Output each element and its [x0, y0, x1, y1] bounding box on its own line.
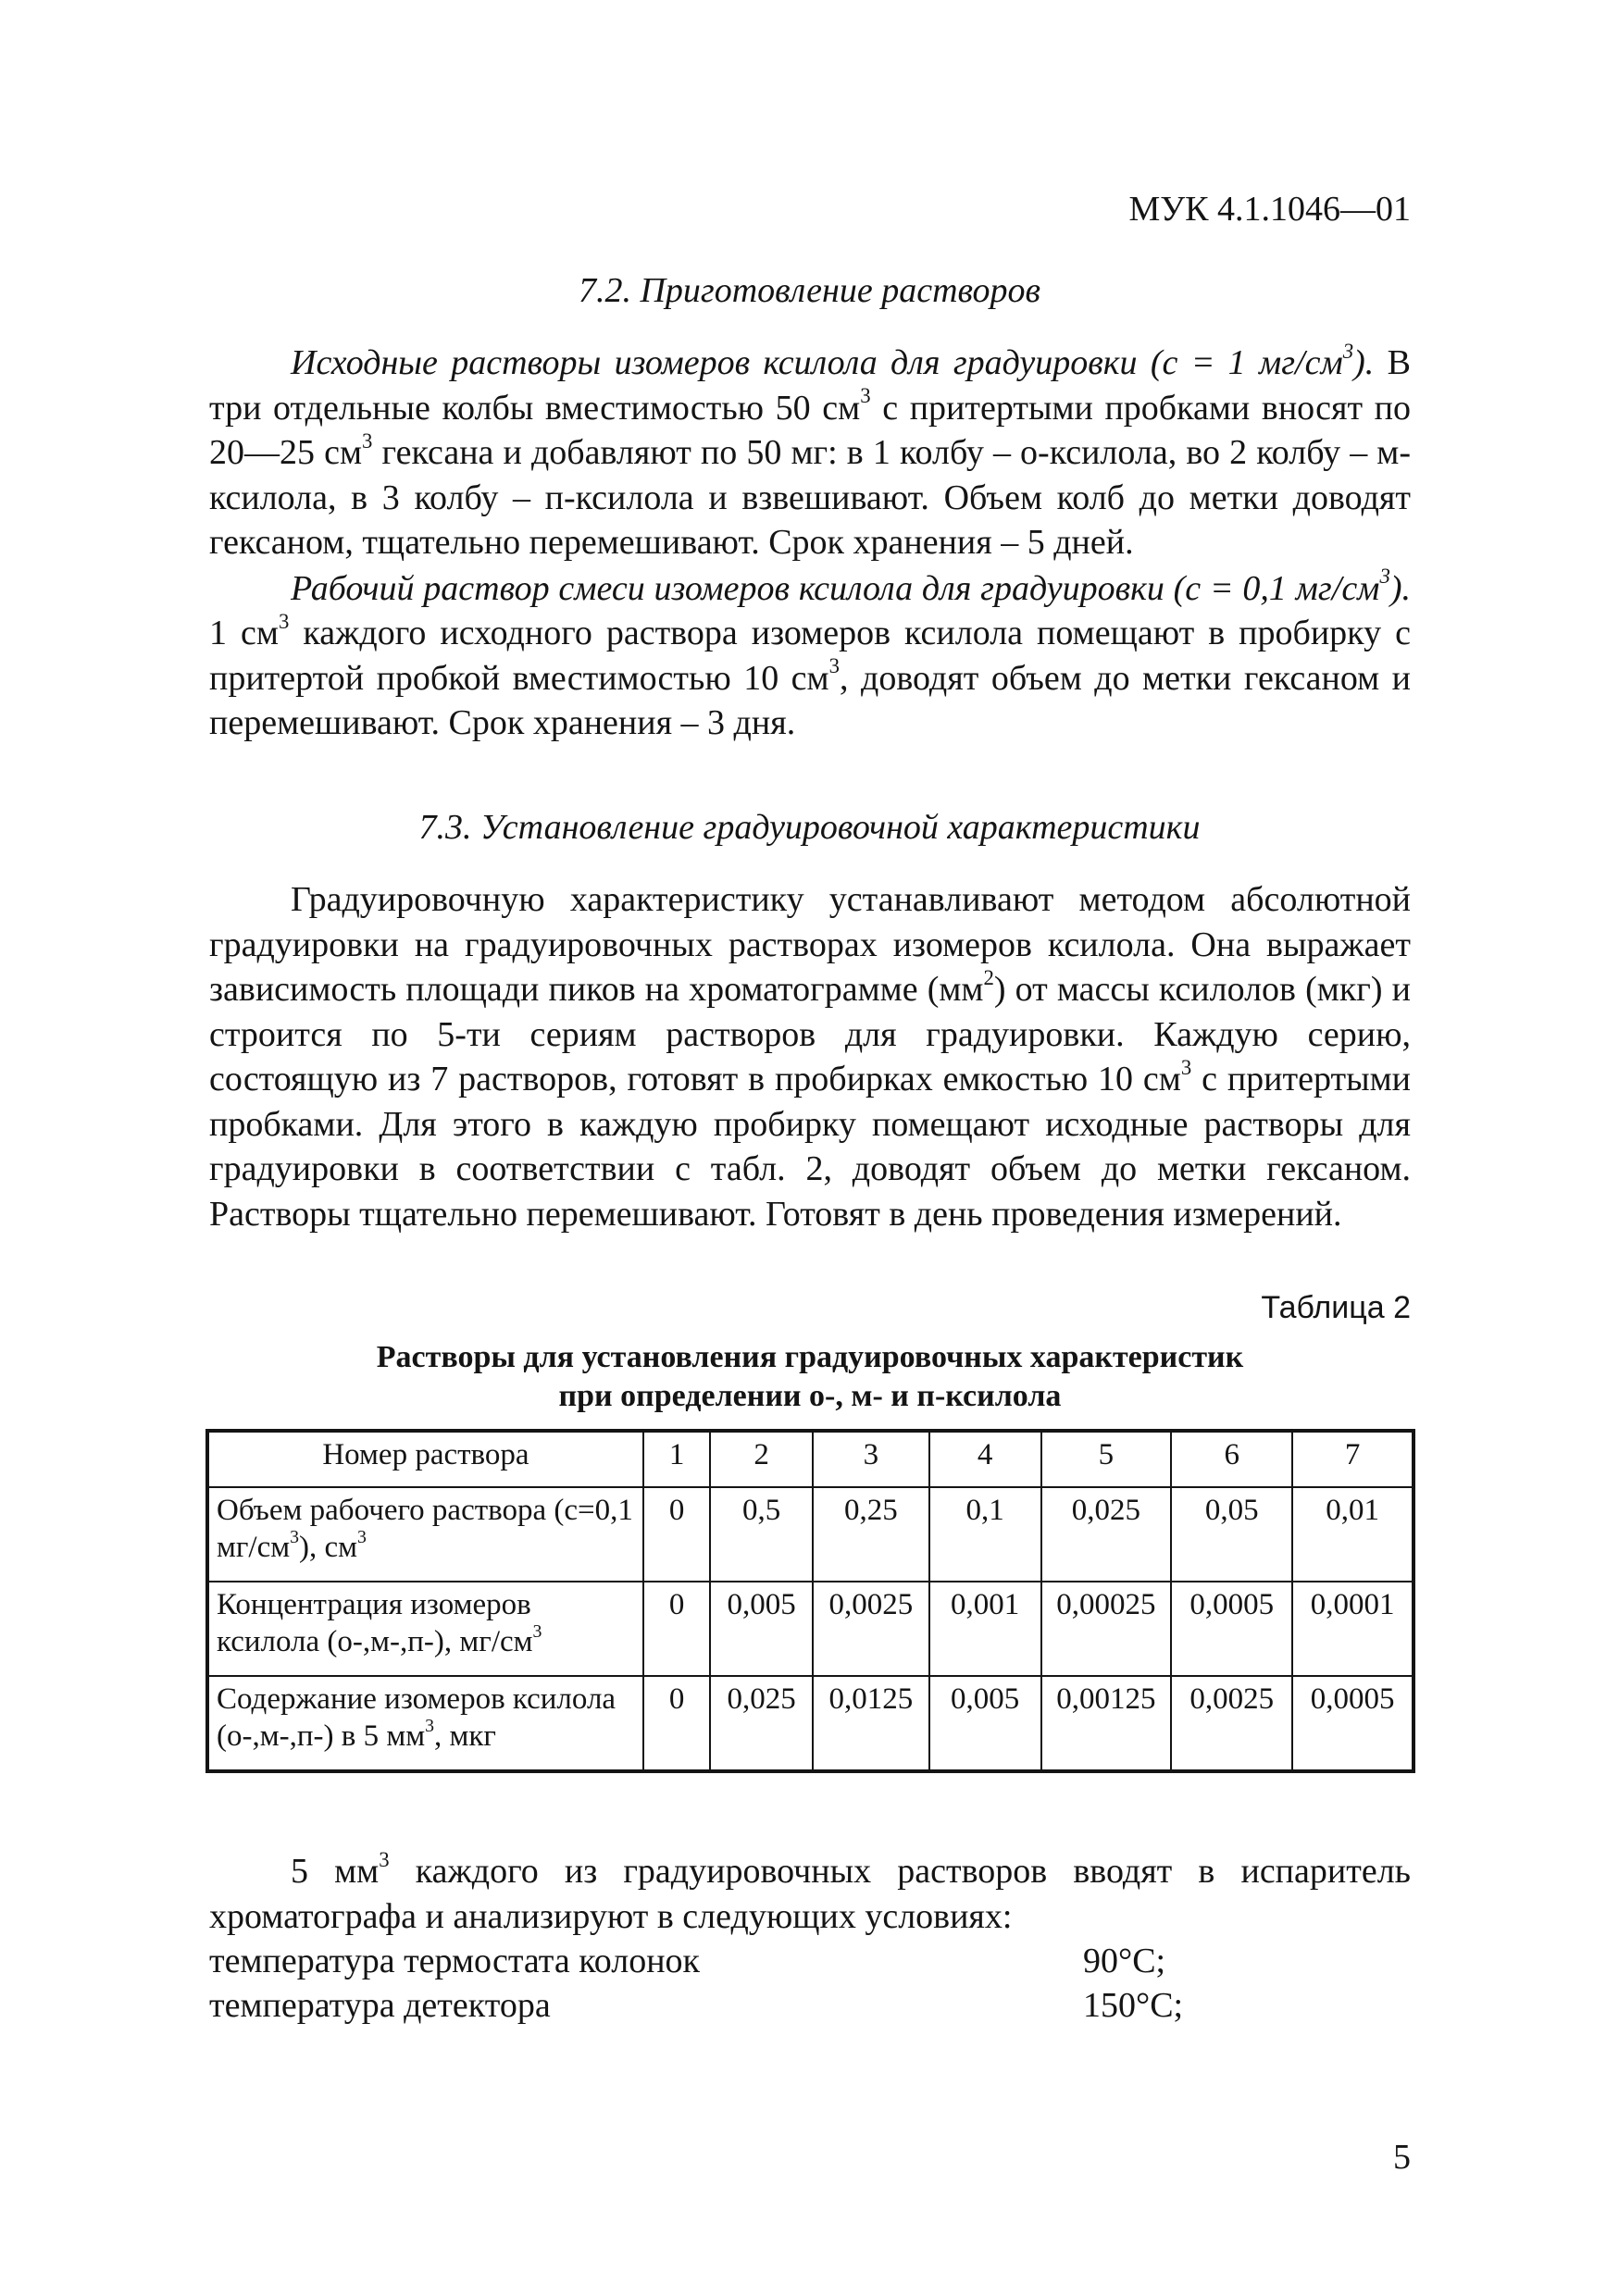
table-header-cell: 7 — [1292, 1431, 1414, 1487]
after-table-text — [209, 1849, 1411, 1939]
condition-value: 150°С; — [1083, 1986, 1184, 2025]
condition-value: 90°С; — [1083, 1942, 1166, 1980]
paragraph-lead: Исходные растворы изомеров ксилола для градуировки (с = 1 $мг/см^3$). — [291, 339, 1375, 382]
table-cell: 0,0005 — [1292, 1676, 1414, 1771]
condition-label: температура термостата колонок — [209, 1942, 701, 1980]
table-header-cell: 4 — [929, 1431, 1041, 1487]
table-cell: 0,005 — [710, 1582, 813, 1676]
table-cell: 0 — [643, 1676, 710, 1771]
page-number: 5 — [1393, 2138, 1411, 2177]
table-header-label: Номер раствора — [207, 1431, 643, 1487]
condition-row — [209, 1983, 1411, 2029]
section-7-3-body — [209, 877, 1411, 1236]
document-code: МУК 4.1.1046—01 — [1128, 190, 1411, 229]
table-cell: 0,1 — [929, 1487, 1041, 1582]
table-cell: 0,0025 — [813, 1582, 929, 1676]
paragraph-stock-solutions: Исходные растворы изомеров ксилола для градуировки (с = 1 $мг/см^3$). В три отдельные колбы вместимостью 50 $см^3$ с притертыми пробками вносят по 20—25 $см^3$ гексана и добавляют по 50 мг: в 1 колбу – о-ксилола, во 2 колбу – м-ксилола, в 3 колбу – п-ксилола и взвешивают. Объем колб до метки доводят гексаном, тщательно перемешивают. Срок хранения – 5 дней. — [209, 339, 1412, 562]
table-cell: 0,0001 — [1292, 1582, 1414, 1676]
condition-label: температура детектора — [209, 1986, 551, 2025]
paragraph-lead: Рабочий раствор смеси изомеров ксилола для градуировки (с = 0,1 $мг/см^3$). — [291, 565, 1411, 608]
table-cell: 0,001 — [929, 1582, 1041, 1676]
table-header-cell: 5 — [1041, 1431, 1172, 1487]
table-cell: 0,00025 — [1041, 1582, 1172, 1676]
row-label-volume: Объем рабочего раствора (с=0,1 $мг/см^3$), $см^3$ — [207, 1487, 643, 1582]
table-title-line: при определении о-, м- и п-ксилола — [558, 1379, 1062, 1413]
section-7-2-body — [209, 341, 1411, 746]
table-cell: 0,25 — [813, 1487, 929, 1582]
paragraph-working-solution: Рабочий раствор смеси изомеров ксилола для градуировки (с = 0,1 $мг/см^3$). 1 $см^3$ каждого исходного раствора изомеров ксилола помещают в пробирку с притертой пробкой вместимостью 10 $см^3$, доводят объем до метки гексаном и перемешивают. Срок хранения – 3 дня. — [209, 565, 1411, 742]
table-header-row — [207, 1431, 1414, 1487]
row-label-concentration: Концентрация изомеров ксилола (о-,м-,п-), $мг/см^3$ — [207, 1582, 643, 1676]
paragraph-injection: 5 $мм^3$ каждого из градуировочных растворов вводят в испаритель хроматографа и анализируют в следующих условиях: — [209, 1847, 1411, 1936]
calibration-table — [205, 1429, 1415, 1773]
table-cell: 0,0025 — [1171, 1676, 1292, 1771]
table-cell: 0,0125 — [813, 1676, 929, 1771]
table-cell: 0 — [643, 1582, 710, 1676]
table-cell: 0 — [643, 1487, 710, 1582]
table-cell: 0,025 — [1041, 1487, 1172, 1582]
table-row — [207, 1487, 1414, 1582]
table-cell: 0,5 — [710, 1487, 813, 1582]
table-header-cell: 6 — [1171, 1431, 1292, 1487]
table-cell: 0,005 — [929, 1676, 1041, 1771]
condition-row — [209, 1939, 1411, 1985]
table-cell: 0,01 — [1292, 1487, 1414, 1582]
section-7-2-title: 7.2. Приготовление растворов — [578, 271, 1041, 310]
table-row — [207, 1676, 1414, 1771]
table-row — [207, 1582, 1414, 1676]
table-title-line: Растворы для установления градуировочных характеристик — [376, 1340, 1244, 1374]
table-cell: 0,0005 — [1171, 1582, 1292, 1676]
table-cell: 0,025 — [710, 1676, 813, 1771]
section-7-3-title: 7.3. Установление градуировочной характеристики — [418, 808, 1201, 847]
row-label-content: Содержание изомеров ксилола (о-,м-,п-) в 5 $мм^3$, мкг — [207, 1676, 643, 1771]
table-header-cell: 2 — [710, 1431, 813, 1487]
table-cell: 0,05 — [1171, 1487, 1292, 1582]
paragraph-calibration: Градуировочную характеристику устанавливают методом абсолютной градуировки на градуировочных растворах изомеров ксилола. Она выражает зависимость площади пиков на хроматограмме $(мм^2)$ от массы ксилолов (мкг) и строится по 5-ти сериям растворов для градуировки. Каждую серию, состоящую из 7 растворов, готовят в пробирках емкостью 10 $см^3$ с притертыми пробками. Для этого в каждую пробирку помещают исходные растворы для градуировки в соответствии с табл. 2, доводят объем до метки гексаном. Растворы тщательно перемешивают. Готовят в день проведения измерений. — [209, 880, 1412, 1234]
table-cell: 0,00125 — [1041, 1676, 1172, 1771]
table-title — [209, 1338, 1411, 1416]
table-label: Таблица 2 — [1261, 1290, 1411, 1325]
table-header-cell: 3 — [813, 1431, 929, 1487]
table-header-cell: 1 — [643, 1431, 710, 1487]
